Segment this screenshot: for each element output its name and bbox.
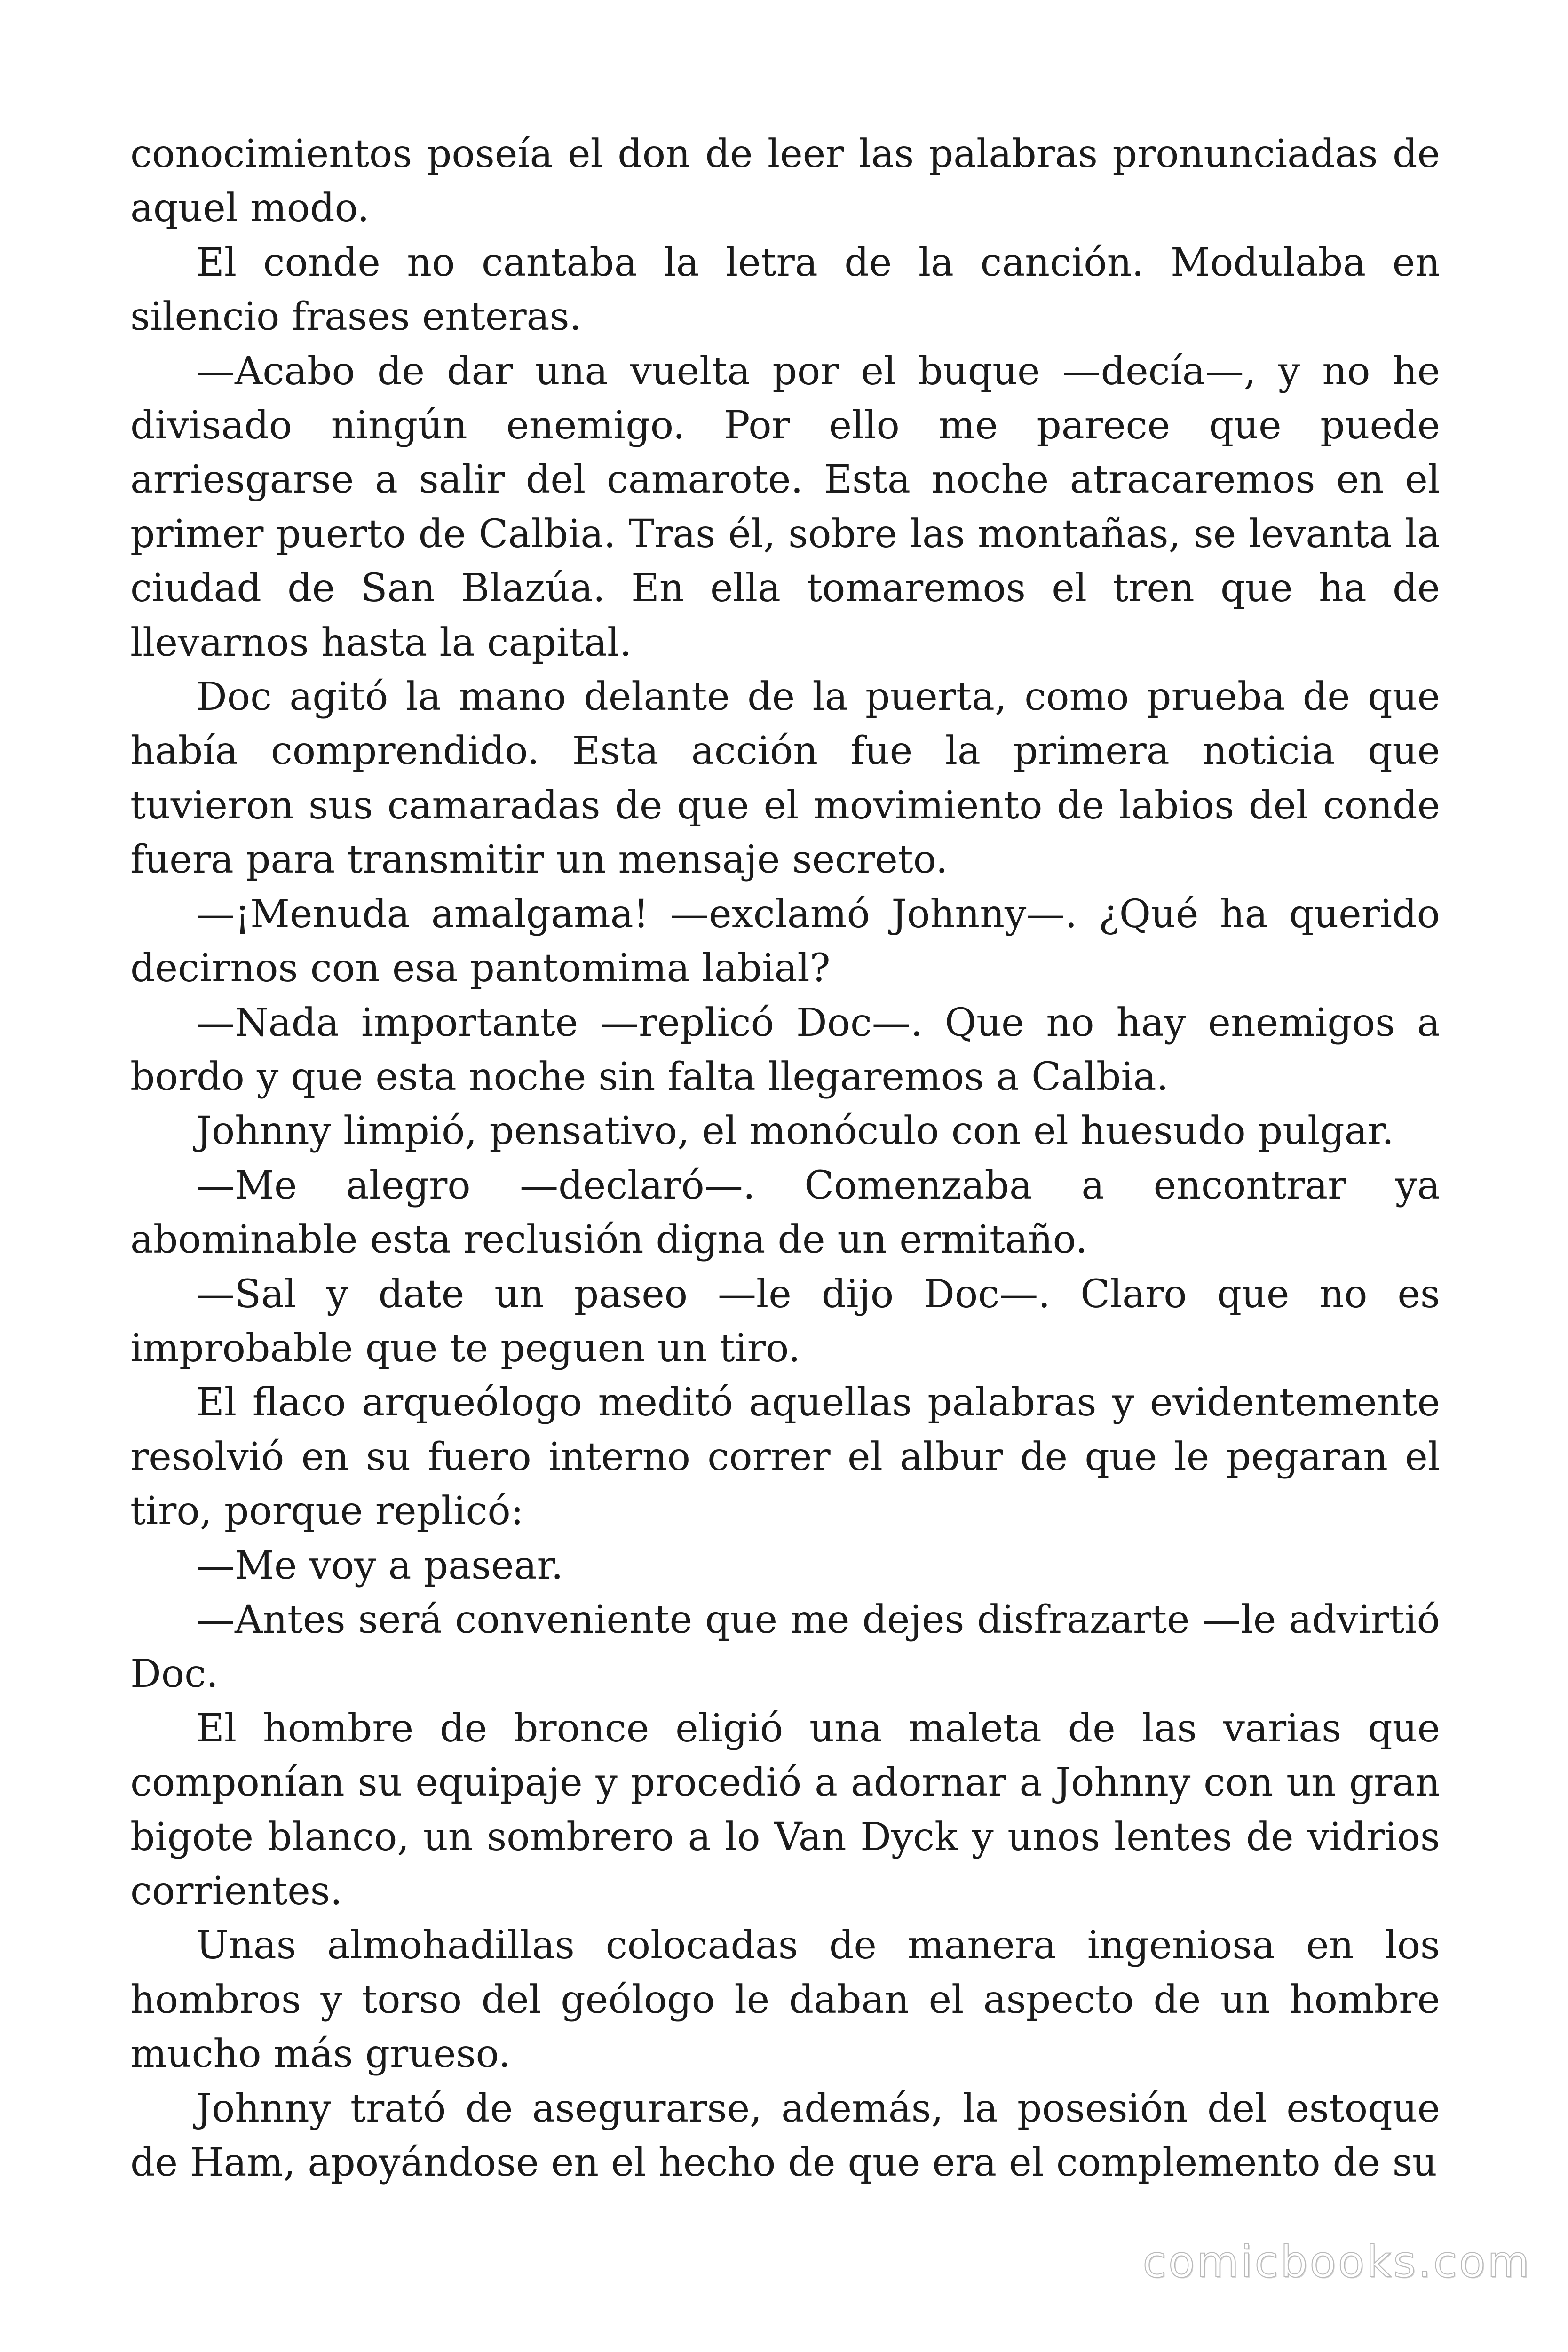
paragraph: El conde no cantaba la letra de la canción. Modulaba en silencio frases enteras. [130, 240, 1440, 340]
paragraph: —Nada importante —replicó Doc—. Que no hay enemigos a bordo y que esta noche sin falta llegaremos a Calbia. [130, 1000, 1440, 1099]
paragraph: El flaco arqueólogo meditó aquellas palabras y evidentemente resolvió en su fuero interno correr el albur de que le pegaran el tiro, porque replicó: [130, 1380, 1440, 1534]
page-body [130, 127, 1440, 2190]
paragraph: —Me alegro —declaró—. Comenzaba a encontrar ya abominable esta reclusión digna de un ermitaño. [130, 1163, 1440, 1263]
paragraph: Johnny trató de asegurarse, además, la posesión del estoque de Ham, apoyándose en el hecho de que era el complemento de su [130, 2086, 1440, 2185]
paragraph: —Me voy a pasear. [196, 1543, 563, 1588]
watermark: comicbooks.com [1142, 2237, 1531, 2287]
paragraph: —Antes será conveniente que me dejes disfrazarte —le advirtió Doc. [130, 1597, 1440, 1697]
paragraph: El hombre de bronce eligió una maleta de las varias que componían su equipaje y procedió a adornar a Johnny con un gran bigote blanco, un sombrero a lo Van Dyck y unos lentes de vidrios corrientes. [130, 1706, 1440, 1914]
paragraph: Doc agitó la mano delante de la puerta, como prueba de que había comprendido. Esta acción fue la primera noticia que tuvieron sus camaradas de que el movimiento de labios del conde fuera para transmitir un mensaje secreto. [130, 675, 1440, 882]
paragraph: —Acabo de dar una vuelta por el buque —decía—, y no he divisado ningún enemigo. Por ello me parece que puede arriesgarse a salir del camarote. Esta noche atracaremos en el primer puerto de Calbia. Tras él, sobre las montañas, se levanta la ciudad de San Blazúa. En ella tomaremos el tren que ha de llevarnos hasta la capital. [130, 349, 1440, 665]
paragraph: —Sal y date un paseo —le dijo Doc—. Claro que no es improbable que te peguen un tiro. [130, 1271, 1440, 1371]
paragraph: —¡Menuda amalgama! —exclamó Johnny—. ¿Qué ha querido decirnos con esa pantomima labial? [130, 891, 1440, 991]
paragraph: Unas almohadillas colocadas de manera ingeniosa en los hombros y torso del geólogo le daban el aspecto de un hombre mucho más grueso. [130, 1923, 1440, 2077]
paragraph: Johnny limpió, pensativo, el monóculo con el huesudo pulgar. [196, 1109, 1394, 1154]
paragraph: conocimientos poseía el don de leer las palabras pronunciadas de aquel modo. [130, 132, 1440, 231]
